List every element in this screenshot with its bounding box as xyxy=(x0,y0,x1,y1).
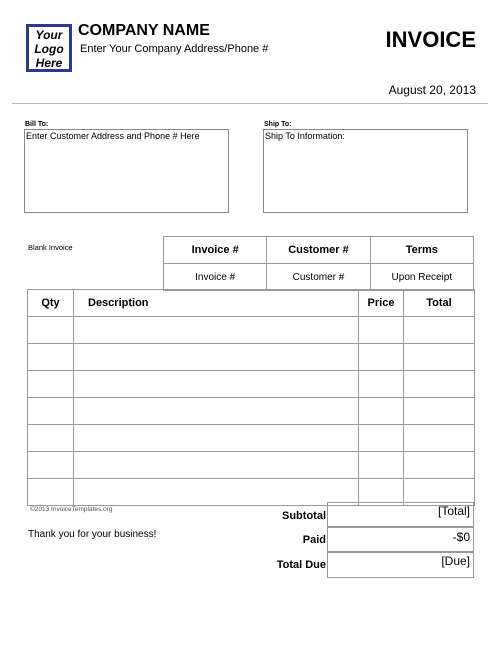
qty-header: Qty xyxy=(28,290,74,317)
qty-cell[interactable] xyxy=(28,344,74,371)
header-divider xyxy=(12,103,488,104)
ship-to-label: Ship To: xyxy=(264,121,292,128)
items-header-row xyxy=(28,290,475,317)
invoice-meta-table xyxy=(163,236,474,291)
price-cell[interactable] xyxy=(359,452,404,479)
table-row xyxy=(28,425,475,452)
total-due-field[interactable]: [Due] xyxy=(327,552,474,578)
subtotal-field[interactable]: [Total] xyxy=(327,502,474,527)
total-cell[interactable] xyxy=(404,425,475,452)
total-due-label: Total Due xyxy=(276,559,326,571)
description-cell[interactable] xyxy=(74,317,359,344)
qty-cell[interactable] xyxy=(28,371,74,398)
description-header: Description xyxy=(74,290,359,317)
total-cell[interactable] xyxy=(404,317,475,344)
paid-label: Paid xyxy=(302,534,326,546)
copyright-notice: ©2013 InvoiceTemplates.org xyxy=(30,506,113,513)
total-cell[interactable] xyxy=(404,452,475,479)
line-items-table xyxy=(27,289,475,506)
description-cell[interactable] xyxy=(74,479,359,506)
paid-field[interactable]: -$0 xyxy=(327,527,474,552)
subtotal-label: Subtotal xyxy=(282,510,326,522)
description-cell[interactable] xyxy=(74,398,359,425)
qty-cell[interactable] xyxy=(28,398,74,425)
invoice-date: August 20, 2013 xyxy=(388,83,476,97)
description-cell[interactable] xyxy=(74,344,359,371)
items-body xyxy=(28,317,475,506)
company-address: Enter Your Company Address/Phone # xyxy=(80,43,269,55)
table-row xyxy=(28,452,475,479)
table-row xyxy=(28,371,475,398)
total-cell[interactable] xyxy=(404,398,475,425)
table-row xyxy=(28,317,475,344)
table-row xyxy=(28,344,475,371)
company-logo xyxy=(26,24,72,72)
qty-cell[interactable] xyxy=(28,317,74,344)
invoice-number-field[interactable]: Invoice # xyxy=(164,264,267,291)
logo-text-line-3: Here xyxy=(35,55,63,70)
thank-you-note: Thank you for your business! xyxy=(28,529,157,540)
invoice-number-header: Invoice # xyxy=(164,237,267,264)
meta-value-row xyxy=(164,264,474,291)
price-cell[interactable] xyxy=(359,344,404,371)
qty-cell[interactable] xyxy=(28,479,74,506)
terms-field[interactable]: Upon Receipt xyxy=(370,264,473,291)
logo-text-line-1: Your xyxy=(35,27,63,42)
document-title: INVOICE xyxy=(385,27,476,52)
terms-header: Terms xyxy=(370,237,473,264)
customer-number-header: Customer # xyxy=(267,237,370,264)
description-cell[interactable] xyxy=(74,425,359,452)
price-cell[interactable] xyxy=(359,317,404,344)
qty-cell[interactable] xyxy=(28,425,74,452)
total-cell[interactable] xyxy=(404,371,475,398)
ship-to-field[interactable]: Ship To Information: xyxy=(263,129,468,213)
customer-number-field[interactable]: Customer # xyxy=(267,264,370,291)
price-cell[interactable] xyxy=(359,398,404,425)
description-cell[interactable] xyxy=(74,452,359,479)
bill-to-field[interactable]: Enter Customer Address and Phone # Here xyxy=(24,129,229,213)
total-header: Total xyxy=(404,290,475,317)
company-name: COMPANY NAME xyxy=(78,22,210,39)
total-cell[interactable] xyxy=(404,344,475,371)
meta-header-row xyxy=(164,237,474,264)
bill-to-label: Bill To: xyxy=(25,121,49,128)
logo-text-line-2: Logo xyxy=(34,41,64,56)
price-cell[interactable] xyxy=(359,425,404,452)
table-row xyxy=(28,398,475,425)
blank-invoice-label: Blank Invoice xyxy=(28,243,73,252)
description-cell[interactable] xyxy=(74,371,359,398)
price-cell[interactable] xyxy=(359,371,404,398)
price-header: Price xyxy=(359,290,404,317)
qty-cell[interactable] xyxy=(28,452,74,479)
